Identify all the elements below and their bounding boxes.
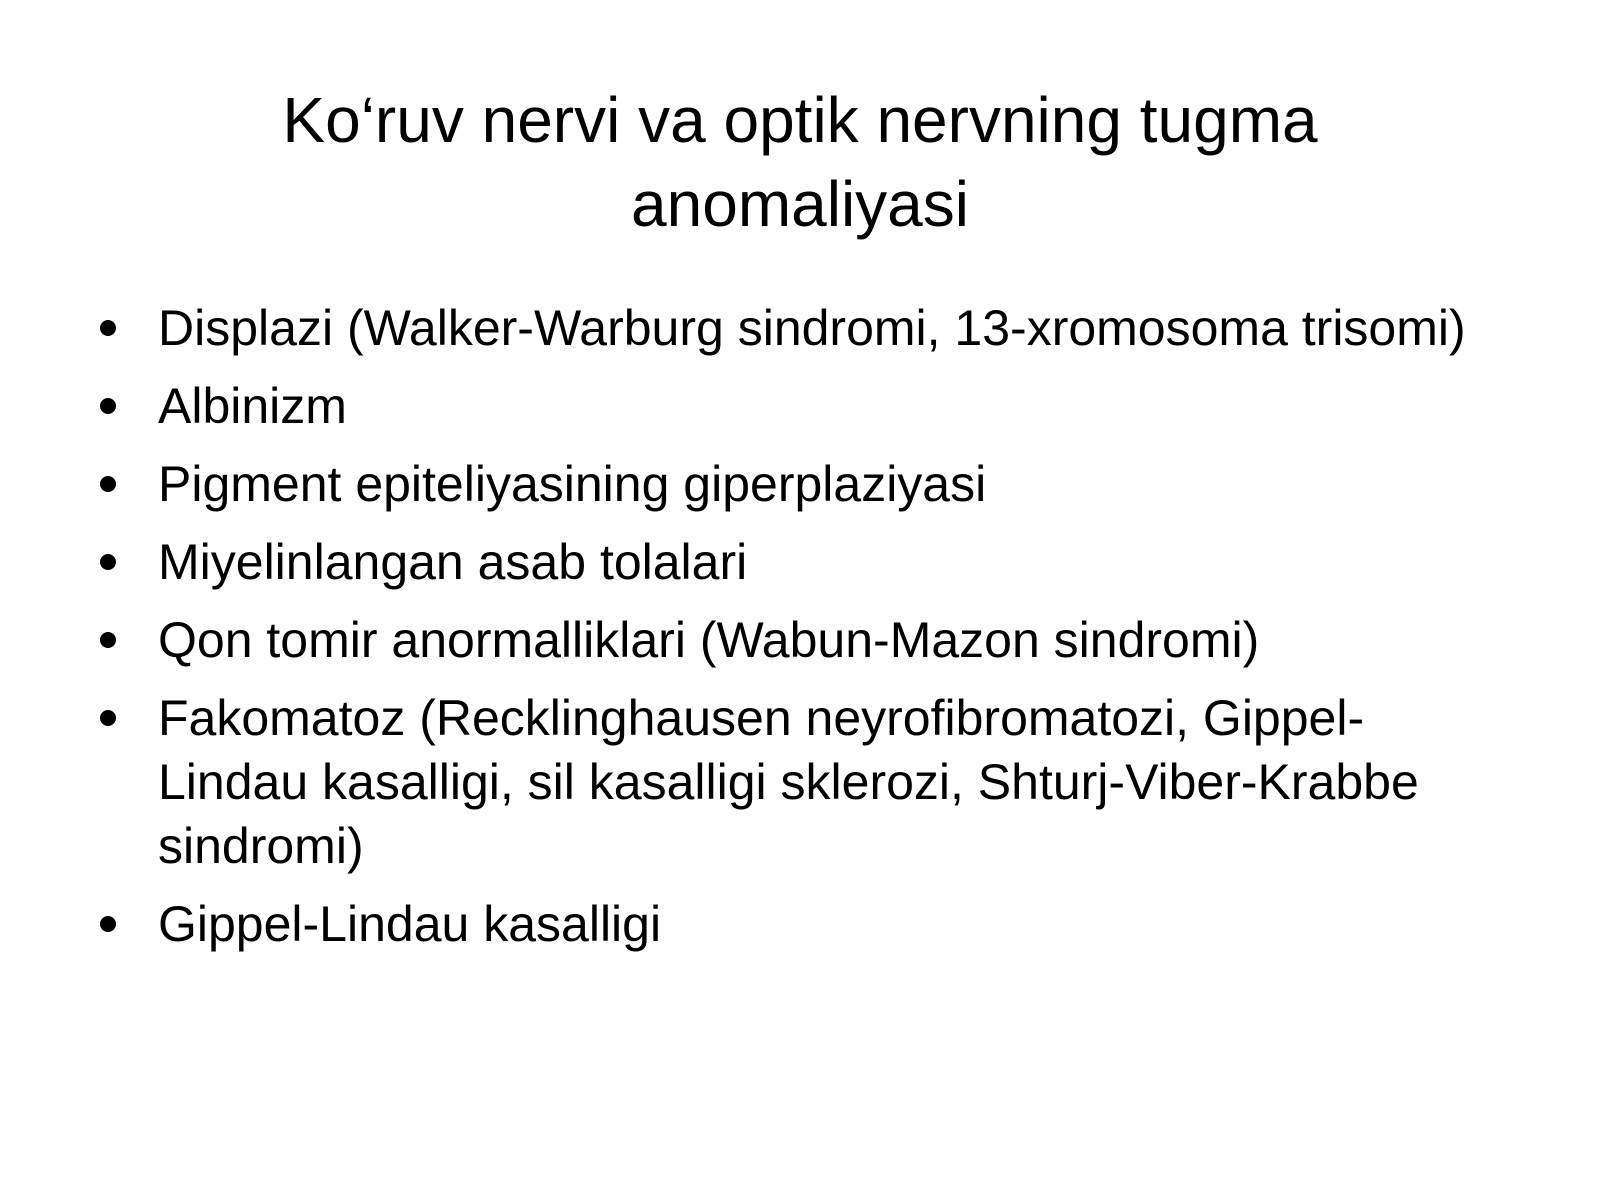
bullet-icon bbox=[100, 320, 116, 336]
bullet-text: Albinizm bbox=[158, 378, 347, 434]
list-item bbox=[90, 892, 1510, 956]
list-item bbox=[90, 296, 1510, 360]
bullet-list bbox=[90, 296, 1510, 970]
slide-title: Ko‘ruv nervi va optik nervning tugma anomaliyasi bbox=[282, 84, 1318, 240]
list-item bbox=[90, 686, 1510, 878]
bullet-icon bbox=[100, 710, 116, 726]
bullet-text: Miyelinlangan asab tolalari bbox=[158, 534, 748, 590]
bullet-icon bbox=[100, 398, 116, 414]
bullet-text: Pigment epiteliyasining giperplaziyasi bbox=[158, 456, 987, 512]
bullet-icon bbox=[100, 632, 116, 648]
list-item bbox=[90, 374, 1510, 438]
list-item bbox=[90, 608, 1510, 672]
list-item bbox=[90, 452, 1510, 516]
bullet-icon bbox=[100, 554, 116, 570]
bullet-icon bbox=[100, 916, 116, 932]
list-item bbox=[90, 530, 1510, 594]
bullet-text: Gippel-Lindau kasalligi bbox=[158, 896, 662, 952]
bullet-text: Qon tomir anormalliklari (Wabun-Mazon sindromi) bbox=[158, 612, 1260, 668]
bullet-text: Fakomatoz (Recklinghausen neyrofibromatozi, Gippel-Lindau kasalligi, sil kasalligi sklerozi, Shturj-Viber-Krabbe sindromi) bbox=[158, 690, 1419, 874]
bullet-text: Displazi (Walker-Warburg sindromi, 13-xromosoma trisomi) bbox=[158, 300, 1466, 356]
bullet-icon bbox=[100, 476, 116, 492]
